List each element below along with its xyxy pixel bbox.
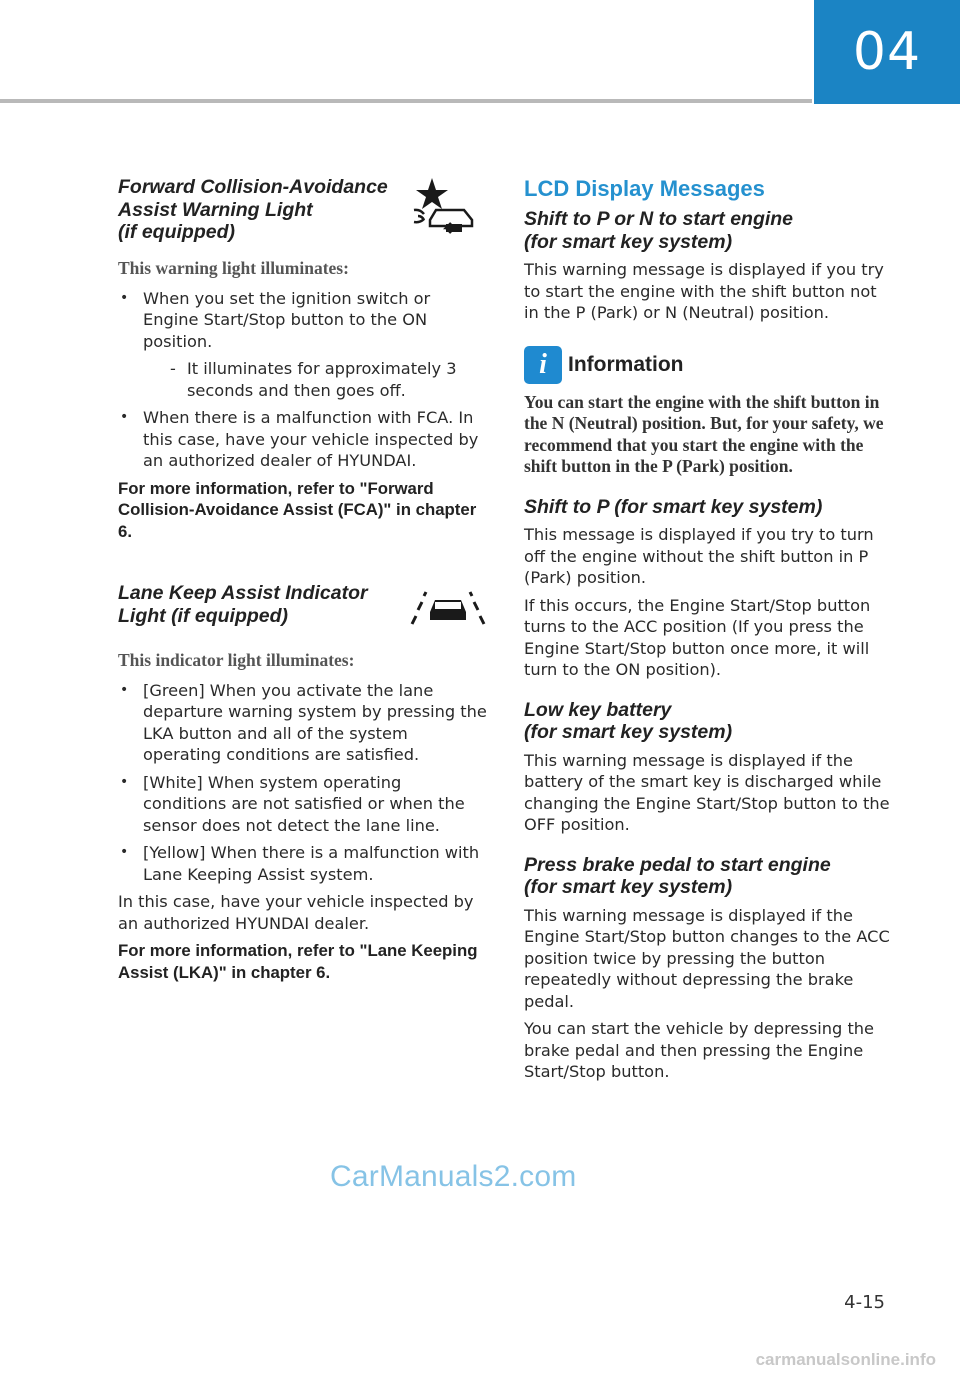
lka-lead: This indicator light illuminates: xyxy=(118,650,355,670)
information-title: Information xyxy=(568,352,684,376)
msg-press-brake-title xyxy=(524,854,894,899)
msg4-body-1: This warning message is displayed if the Engine Start/Stop button changes to the ACC position twice by pressing the button repeatedly without depressing the brake pedal. xyxy=(524,905,890,1011)
fca-title-line-2: Assist Warning Light xyxy=(118,198,313,221)
list-item: • [Yellow] When there is a malfunction with Lane Keeping Assist system. xyxy=(118,842,488,885)
msg1-title-line-1: Shift to P or N to start engine xyxy=(524,208,794,230)
fca-title-line-3: (if equipped) xyxy=(118,221,235,243)
msg2-body-2: If this occurs, the Engine Start/Stop button turns to the ACC position (If you press the Engine Start/Stop button once more, it will turn to the ON position). xyxy=(524,595,871,679)
fca-warning-icon xyxy=(408,176,488,246)
fca-lead: This warning light illuminates: xyxy=(118,258,349,278)
list-item: - It illuminates for approximately 3 seconds and then goes off. xyxy=(143,358,488,401)
list-item: • When there is a malfunction with FCA. In this case, have your vehicle inspected by an authorized dealer of HYUNDAI. xyxy=(118,407,488,472)
list-item xyxy=(118,288,488,402)
right-column xyxy=(524,176,894,1089)
msg-low-key-battery-title xyxy=(524,699,894,744)
msg3-title-line-2: (for smart key system) xyxy=(524,721,733,743)
information-heading xyxy=(524,346,894,384)
fca-bullets xyxy=(118,288,488,472)
msg2-body-1: This message is displayed if you try to turn off the engine without the shift button in P (Park) position. xyxy=(524,525,874,587)
info-icon: i xyxy=(524,346,562,384)
footer-watermark: carmanualsonline.info xyxy=(755,1350,936,1369)
lka-title-line-2: Light (if equipped) xyxy=(118,604,289,627)
list-item: • [Green] When you activate the lane departure warning system by pressing the LKA button and all of the system operating conditions are satisfied. xyxy=(118,680,488,766)
chapter-tab: 04 xyxy=(814,0,960,104)
fca-heading-row xyxy=(118,176,488,246)
page-number: 4-15 xyxy=(844,1292,885,1313)
msg4-title-line-2: (for smart key system) xyxy=(524,876,733,898)
lka-title-line-1: Lane Keep Assist Indicator xyxy=(118,582,368,604)
fca-bullet-1: When you set the ignition switch or Engine Start/Stop button to the ON position. xyxy=(143,288,431,351)
lka-more-info: For more information, refer to "Lane Keeping Assist (LKA)" in chapter 6. xyxy=(118,941,478,982)
msg1-body: This warning message is displayed if you try to start the engine with the shift button not in the P (Park) or N (Neutral) position. xyxy=(524,260,884,322)
msg3-title-line-1: Low key battery xyxy=(524,698,672,721)
lka-heading-row xyxy=(118,582,488,630)
fca-more-info: For more information, refer to "Forward Collision-Avoidance Assist (FCA)" in chapter 6. xyxy=(118,478,477,541)
information-body: You can start the engine with the shift button in the N (Neutral) position. But, for your safety, we recommend that you start the engine with the shift button in the P (Park) position. xyxy=(524,391,884,476)
fca-title-line-1: Forward Collision-Avoidance xyxy=(118,176,388,198)
msg4-title-line-1: Press brake pedal to start engine xyxy=(524,853,831,876)
msg3-body: This warning message is displayed if the battery of the smart key is discharged while changing the Engine Start/Stop button to the OFF position. xyxy=(524,750,890,834)
fca-title xyxy=(118,176,388,244)
section-title: LCD Display Messages xyxy=(524,176,765,201)
lane-keep-assist-icon xyxy=(408,582,488,630)
left-column xyxy=(118,176,488,983)
msg-shift-p-or-n-title xyxy=(524,208,894,253)
lka-after-text: In this case, have your vehicle inspected by an authorized HYUNDAI dealer. xyxy=(118,892,474,933)
msg4-body-2: You can start the vehicle by depressing the brake pedal and then pressing the Engine Start/Stop button. xyxy=(524,1019,875,1081)
watermark: CarManuals2.com xyxy=(330,1160,577,1193)
lka-bullets xyxy=(118,680,488,886)
msg1-title-line-2: (for smart key system) xyxy=(524,230,733,253)
msg-shift-p-title: Shift to P (for smart key system) xyxy=(524,495,823,518)
lka-title xyxy=(118,582,368,627)
list-item: • [White] When system operating conditions are not satisfied or when the sensor does not detect the lane line. xyxy=(118,772,488,837)
header-rule xyxy=(0,99,812,103)
fca-sub-list xyxy=(143,358,488,401)
